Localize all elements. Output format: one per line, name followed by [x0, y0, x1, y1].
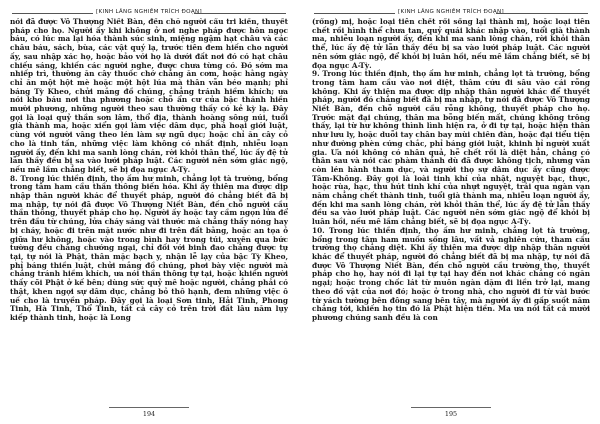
paragraph: (rồng) mị, hoặc loại tiên chết rồi sống lại thành mị, hoặc loại tiên chết rồi hình thể chưa tan, quỷ quái khác nhập vào, tuổi già thành ma, nhiễu loạn người ấy, đến khi ma sanh lòng chán, rời khỏi thân thể, lúc ấy đệ tử lẫn thầy đều bị sa vào lưới pháp luật. Các người nên sớm giác ngộ, để khỏi bị luân hồi, nếu mê lầm chẳng biết, sẽ bị đọa ngục A-Tỳ. — [312, 18, 590, 70]
paragraph: 8. Trong lúc thiền định, thọ ấm hư minh, chẳng lọt tà trường, bổng trong tâm ham cầu thần thông biến hóa. Khi ấy thiên ma được dịp nhập thân người khác để thuyết pháp, người đó chẳng biết đã bị ma nhập, tự nói đã được Vô Thượng Niết Bàn, đến chỗ người cầu thần thông, thuyết pháp cho họ. Người ấy hoặc tay cầm ngọn lửa để trên đầu từ chúng, lửa cháy sáng vài thước mà chẳng thấy nóng hay bị cháy, hoặc đi trên mặt nước như đi trên đất bằng, hoặc an tọa ở giữa hư không, hoặc vào trong bình hay trong túi, xuyên qua bức tường đều chẳng chướng ngại, chỉ đối với binh đao chẳng được tự tại, tự nói là Phật, thân mặc bạch y, nhận lễ lạy của bậc Tỳ Kheo, phỉ báng thiền luật, chửi mắng đồ chúng, phơi bày việc người mà chẳng tránh hiềm khích, ưa nói thần thông tự tại, hoặc khiến người thấy cõi Phật ở kế bên; dùng sức quỷ mê hoặc người, chẳng phải có thật, khen ngợi sự dâm dục, chẳng bỏ thô hạnh, đem những việc ô uế cho là truyền pháp. Đây gọi là loại Sơn tinh, Hải Tinh, Phong Tinh, Hà Tinh, Thổ Tinh, tất cả cây cỏ trên trời đất lâu năm lụy kiếp thành tinh, hoặc là Long — [10, 173, 288, 322]
paragraph: 9. Trong lúc thiền định, thọ ấm hư minh, chẳng lọt tà trường, bổng trong tâm ham cầu vào nơi diệt, thâm cứu đi sâu vào cái rỗng không. Khi ấy thiên ma được dịp nhập thân người khác để thuyết pháp, người đó chẳng biết đã bị ma nhập, tự nói đã được Vô Thượng Niết Bàn, đến chỗ người cầu rỗng không, thuyết pháp cho họ. Trước mặt đại chúng, thân ma bỗng biến mất, chúng không trông thấy, lại từ hư không thình lình hiện ra, ở đi tự tại, hoặc hiện thân như lưu ly, hoặc duỗi tay chân bay mùi chiên đàn, hoặc đại tiểu tiện như đường phèn cứng chắc, phỉ báng giới luật, khinh bỉ người xuất gia. Ưa nói không có nhân quả, hễ chết rồi là diệt hẳn, chẳng có thân sau và nói các phàm thánh dù đã được không tịch, nhưng vẫn còn lén hành tham dục, và người thọ sự dâm dục ấy cũng được Tâm-Không. Đây gọi là loài tinh khí của nhật, nguyệt bạc, thực, hoặc rùa, hạc, thu hút tinh khí của nhựt nguyệt, trải qua ngàn vạn năm chẳng chết thành tinh, tuổi già thành ma, nhiễu loạn người ấy, đến khi ma sanh lòng chán, rời khỏi thân thể, lúc ấy đệ tử lẫn thầy đều sa vào lưới pháp luật. Các người nên sớm giác ngộ để khỏi bị luân hồi, nếu mê lầm chẳng biết, sẽ bị đọa ngục A-Tỳ. — [312, 69, 590, 227]
footer-rule — [109, 407, 189, 408]
page-number: 194 — [142, 410, 156, 418]
header-rule-right — [194, 13, 286, 14]
paragraph: 10. Trong lúc thiền định, thọ ấm hư minh, chẳng lọt tà trường, bổng trong tâm ham muốn sống lâu, vất vả nghiên cứu, tham cầu trường thọ chẳng diệt. Khi ấy thiên ma được dịp nhập thân người khác để thuyết pháp, người đó chẳng biết đã bị ma nhập, tự nói đã được Vô Thượng Niết Bàn, đến chỗ người cầu trường thọ, thuyết pháp cho họ, hay nói đi lại tự tại hay đến nơi khác chẳng có ngăn ngại; hoặc trong chốc lát từ muôn ngàn dặm đi liền trở lại, mang theo đồ vật của nơi đó; hoặc ở trong nhà, cho người đi từ vài bước từ vách tường bên đông sang bên tây, mà người ấy đi gấp suốt năm chẳng tới, khiến họ tin đó là Phật hiện tiền. Ma ưa nói tất cả mười phương chúng sanh đều là con — [312, 225, 590, 322]
paragraph: nói đã được Vô Thượng Niết Bàn, đến chỗ người cầu tri kiến, thuyết pháp cho họ. Người ấy khi không ở nơi nghe pháp được hôn ngọc báu, có lúc ma lại hóa thành súc sinh, miệng ngậm hạt châu và các châu báu, sách, bùa, các vật quý lạ, trước tiên đem hiến cho người ấy, sau nhập xác họ, hoặc bảo với họ là dưới đất nơi đó có hạt châu chiếu sáng, khiến các người nghe, được chưa từng có. Đó sớm ma nhiếp trì, thường ăn cây thuốc chớ chẳng ăn cơm, hoặc hằng ngày chỉ ăn một hột mè hoặc một hột lúa mà thân vẫn béo mạnh; phỉ báng Tỳ Kheo, chửi mắng đồ chúng, chẳng tránh hiềm khích; ưa nói kho báu nơi tha phương hoặc chỗ ẩn cư của bậc thánh hiền mười phương, những người theo sau thường thấy có kẻ kỳ lạ. Đây gọi là loại quỷ thần sơn lâm, thổ địa, thành hoàng sông núi, tuổi già thành ma, hoặc xiển gọi làm việc dâm dục, phá hoại giới luật, cùng với người vâng theo lén làm sự ngũ dục; hoặc chỉ ăn cây cỏ cho là tinh tấn, những việc làm không có nhất định, nhiễu loạn người ấy, đến khi ma sanh lòng chán, rời khỏi thân thể, lúc ấy đệ tử lẫn thầy đều bị sa vào lưới pháp luật. Các người nên sớm giác ngộ, nếu mê lầm chẳng biết, sẽ bị đọa ngục A-Tỳ. — [10, 18, 288, 174]
right-page-header — [306, 9, 596, 15]
left-page-header — [4, 9, 294, 15]
right-page-body — [312, 18, 590, 407]
header-rule-right — [496, 13, 588, 14]
header-rule-left — [314, 13, 406, 14]
header-rule-left — [12, 13, 104, 14]
right-page — [306, 0, 596, 424]
page-number-left — [4, 410, 294, 418]
header-title: [KINH LĂNG NGHIÊM TRÍCH ĐOẠN] — [93, 9, 205, 15]
footer-rule — [411, 407, 491, 408]
left-page-body — [10, 18, 288, 407]
header-title: [KINH LĂNG NGHIÊM TRÍCH ĐOẠN] — [395, 9, 507, 15]
left-page — [4, 0, 294, 424]
page-number: 195 — [444, 410, 458, 418]
page-number-right — [306, 410, 596, 418]
